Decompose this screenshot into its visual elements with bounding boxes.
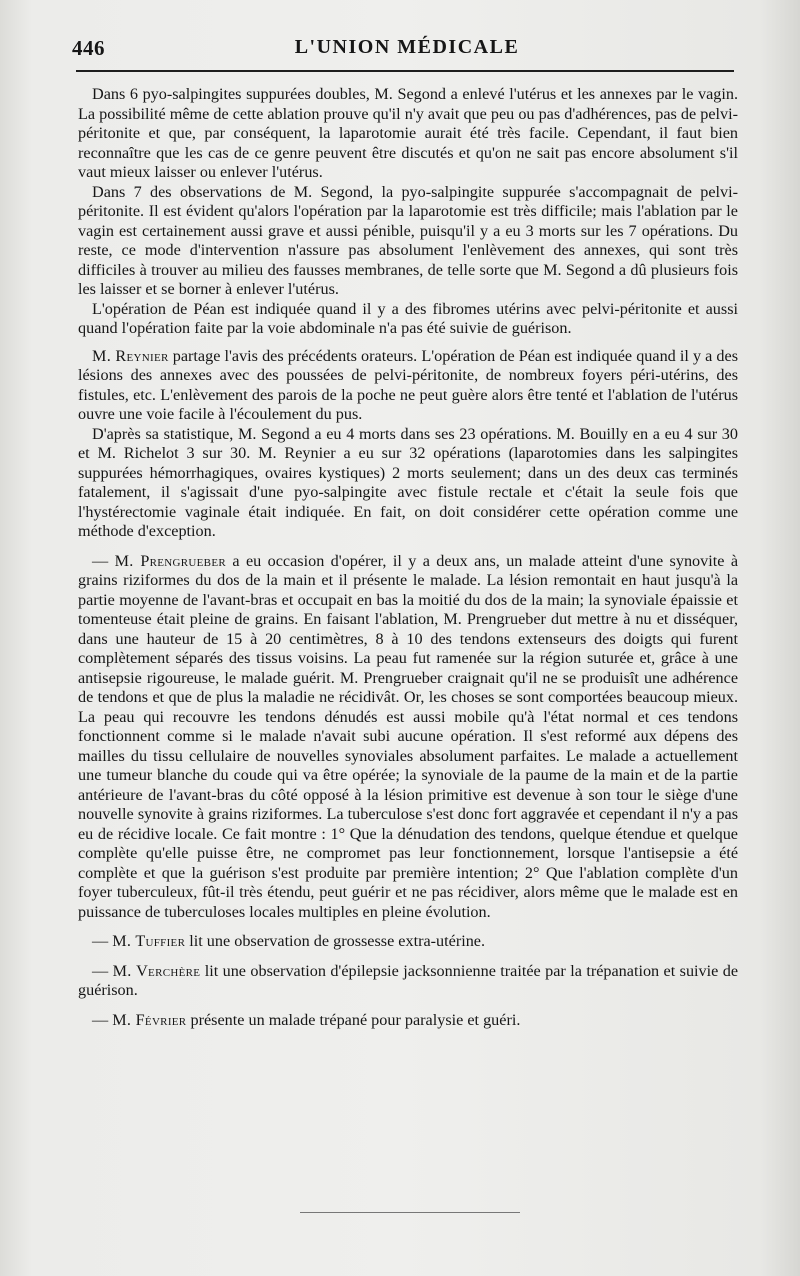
paragraph-text: L'opération de Péan est indiquée quand il y a des fibromes utérins avec pelvi-péritonite et aussi quand l'opération faite par la voie abdominale n'a pas été suivie de guérison. [78,299,738,337]
paragraph [78,425,738,542]
paragraph-text: Dans 7 des observations de M. Segond, la pyo-salpingite suppurée s'accompagnait de pelvi-péritonite. Il est évident qu'alors l'opération par la laparotomie est très difficile; mais l'ablation par le vagin est certainement aussi grave et aussi pénible, puisqu'il y a eu 3 morts sur les 7 opérations. Du reste, ce mode d'intervention n'assure pas absolument l'enlèvement des annexes, qui sont très difficiles à trouver au milieu des fausses membranes, de telle sorte que M. Segond a dû plusieurs fois les laisser et se borner à enlever l'utérus. [78,182,738,298]
dash-prefix: — [92,551,115,570]
paragraph [78,552,738,923]
footer-rule [300,1212,520,1213]
paragraph [78,347,738,425]
article-body [78,85,738,1030]
dash-prefix: — [92,1010,113,1029]
speaker-name: M. Prengrueber [114,551,226,570]
paragraph-text: lit une observation d'épilepsie jacksonnienne traitée par la trépanation et suivie de guérison. [78,961,739,999]
speaker-name: M. Tuffier [112,932,186,950]
paragraph-text: a eu occasion d'opérer, il y a deux ans, un malade atteint d'une synovite à grains riziformes du dos de la main et il présente le malade. La lésion remontait en haut jusqu'à la partie moyenne de l'avant-bras et occupait en bas la moitié du dos de la main; la synoviale épaissie et tomenteuse était pleine de grains. En faisant l'ablation, M. Prengrueber dut mettre à nu et disséquer, dans une hauteur de 15 à 20 centimètres, 8 à 10 des tendons extenseurs des doigts qui furent complètement séparés des tissus voisins. La peau fut ramenée sur la région suturée et, grâce à une antisepsie rigoureuse, le malade guérit. M. Prengrueber craignait qu'il ne se produisît une adhérence de tendons et que de plus la maladie ne récidivât. Or, les choses se sont comportées beaucoup mieux. La peau qui recouvre les tendons dénudés est aussi mobile qu'à l'état normal et ces tendons fonctionnent comme si le malade n'avait subi aucune opération. Il s'est reformé aux dépens des mailles du tissu cellulaire de nouvelles synoviales absolument parfaites. Le malade a actuellement une tumeur blanche du coude qui va être opérée; la synoviale de la paume de la main et de la partie antérieure de l'avant-bras du côté opposé à la lésion primitive est devenue à son tour le siège d'une nouvelle synovite à grains riziformes. La tuberculose s'est donc fort aggravée et cependant il n'y a pas eu de récidive locale. Ce fait montre : 1° Que la dénudation des tendons, quelque étendue et quelque complète qu'elle puisse être, ne compromet pas leur fonctionnement, lorsque l'antisepsie a été complète et que la guérison s'est produite par première intention; 2° Que l'ablation complète d'un foyer tuberculeux, fût-il très étendu, peut guérir et ne pas récidiver, alors même que le malade est en puissance de tuberculoses locales multiples en pleine évolution. [78,551,739,921]
page-number: 446 [72,36,105,60]
paragraph-text: Dans 6 pyo-salpingites suppurées doubles, M. Segond a enlevé l'utérus et les annexes par le vagin. La possibilité même de cette ablation prouve qu'il n'y avait que peu ou pas d'adhérences, pas de pelvi-péritonite et que, par conséquent, la laparotomie aurait été très facile. Cependant, il faut bien reconnaître que les cas de ce genre peuvent être discutés et qu'on ne sait pas encore absolument s'il vaut mieux laisser ou enlever l'utérus. [78,85,738,181]
dash-prefix: — [92,961,113,980]
speaker-name: M. Verchère [112,961,201,980]
paragraph-text: présente un malade trépané pour paralysie et guéri. [186,1010,521,1029]
speaker-name: M. Février [112,1010,187,1029]
paragraph [78,300,738,339]
header-rule [76,70,734,72]
paragraph [78,932,738,952]
paragraph-text: partage l'avis des précédents orateurs. L'opération de Péan est indiquée quand il y a des lésions des annexes avec des poussées de pelvi-péritonite, de nombreux foyers péri-utérins, des fistules, etc. L'enlèvement des parois de la poche ne peut guère alors être tenté et l'ablation de l'utérus ouvre une voie facile à l'écoulement du pus. [78,346,738,423]
paragraph [78,1011,738,1031]
speaker-name: M. Reynier [92,346,169,365]
running-title: L'UNION MÉDICALE [294,36,520,58]
paragraph [78,962,738,1001]
page-header [72,34,742,62]
paragraph [78,183,738,300]
dash-prefix: — [92,932,113,950]
paragraph-text: D'après sa statistique, M. Segond a eu 4 morts dans ses 23 opérations. M. Bouilly en a eu 4 sur 30 et M. Richelot 3 sur 30. M. Reynier a eu sur 32 opérations (laparotomies dans les salpingites suppurées hémorrhagiques, ovaires kystiques) 2 morts seulement; dans un des deux cas terminés fatalement, il s'agissait d'une pyo-salpingite avec fistule rectale et c'était la seule fois que l'hystérectomie vaginale était indiquée. En fait, on doit considérer cette opération comme une méthode d'exception. [78,424,738,540]
paragraph [78,85,738,183]
paragraph-text: lit une observation de grossesse extra-utérine. [185,932,486,950]
